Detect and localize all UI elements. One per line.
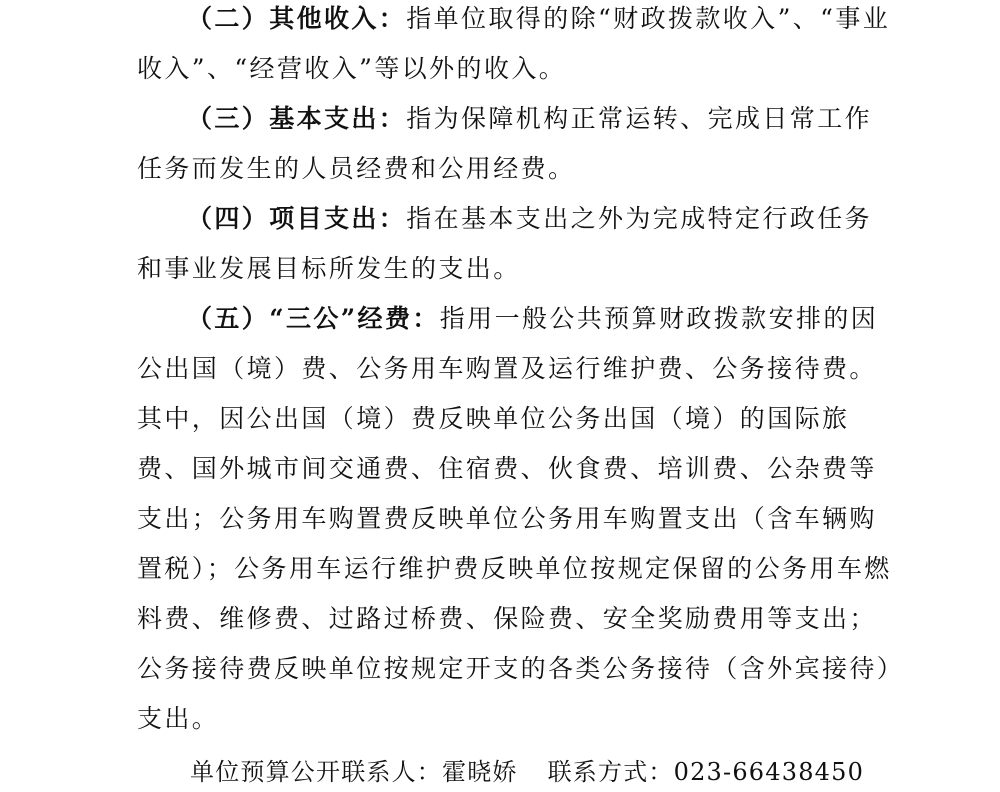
contact-person-label: 单位预算公开联系人： <box>190 758 442 786</box>
definition-body: 指单位取得的除“财政拨款收入”、“事业收入”、“经营收入”等以外的收入。 <box>137 4 891 83</box>
definition-term: （二）其他收入： <box>187 4 407 33</box>
definition-three-public-expenses <box>137 294 897 744</box>
definition-term: （四）项目支出： <box>187 204 407 233</box>
definition-body: 指在基本支出之外为完成特定行政任务和事业发展目标所发生的支出。 <box>137 204 873 283</box>
contact-line <box>190 752 864 792</box>
definition-other-income <box>137 0 897 94</box>
contact-method-label: 联系方式： <box>547 758 674 786</box>
definition-term: （三）基本支出： <box>187 104 407 133</box>
definition-term: （五）“三公”经费： <box>187 304 440 333</box>
definition-body: 指用一般公共预算财政拨款安排的因公出国（境）费、公务用车购置及运行维护费、公务接待费。其中，因公出国（境）费反映单位公务出国（境）的国际旅费、国外城市间交通费、住宿费、伙食费、培训费、公杂费等支出；公务用车购置费反映单位公务用车购置支出（含车辆购置税）；公务用车运行维护费反映单位按规定保留的公务用车燃料费、维修费、过路过桥费、保险费、安全奖励费用等支出；公务接待费反映单位按规定开支的各类公务接待（含外宾接待）支出。 <box>137 304 892 733</box>
definition-body: 指为保障机构正常运转、完成日常工作任务而发生的人员经费和公用经费。 <box>137 104 873 183</box>
contact-phone: 023-66438450 <box>673 758 865 786</box>
definition-basic-expenditure <box>137 94 897 194</box>
contact-person-name: 霍晓娇 <box>442 758 518 786</box>
definition-project-expenditure <box>137 194 897 294</box>
